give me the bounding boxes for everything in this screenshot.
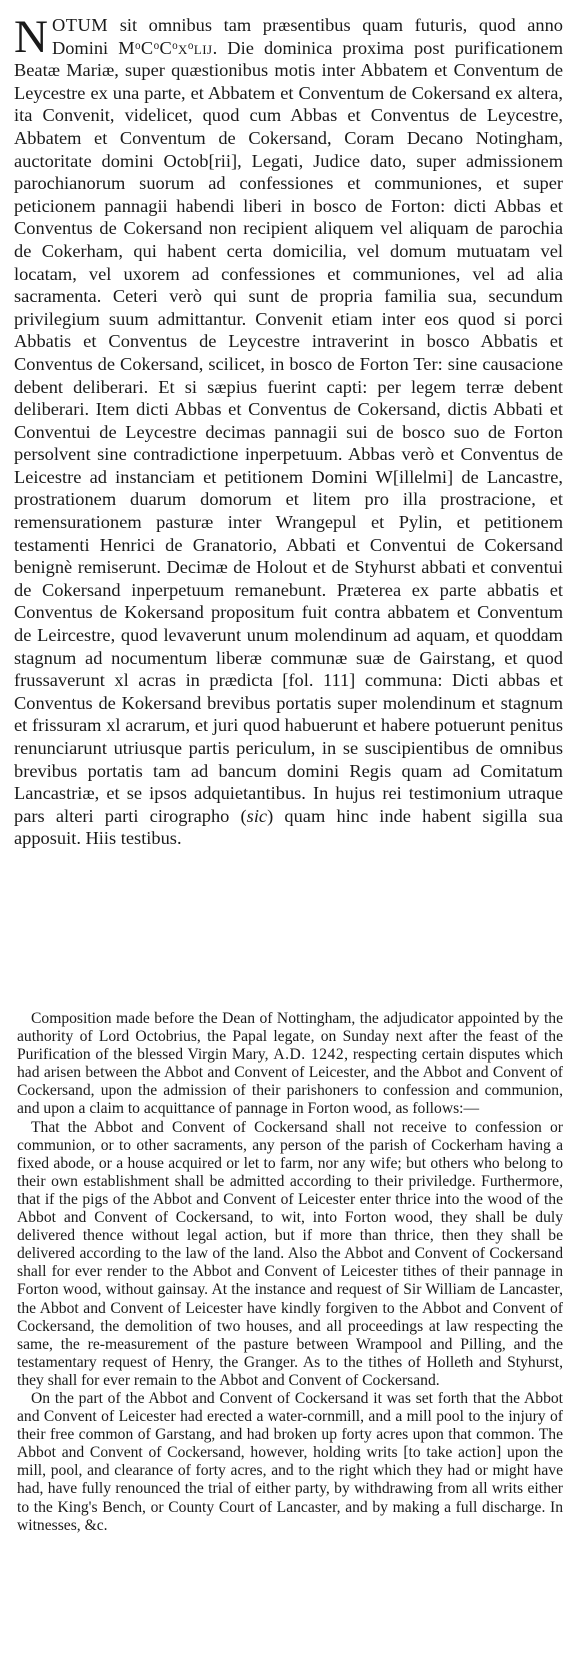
latin-text-closing: ) quam hinc inde habent sigilla sua apposuit. Hiis testibus. bbox=[14, 805, 564, 849]
english-translation bbox=[17, 1010, 563, 1535]
translation-date: A.D. 1242 bbox=[273, 1046, 345, 1064]
translation-intro: Composition made before the Dean of Nottingham, the adjudicator appointed by the authority of Lord Octobrius, the Papal legate, on Sunday next after the feast of the Purification of the blessed Virgin Mary, bbox=[17, 1010, 563, 1064]
drop-cap: N bbox=[14, 11, 48, 63]
translation-paragraph-3: On the part of the Abbot and Convent of Cockersand it was set forth that the Abbot and Convent of Leicester had erected a water-cornmill, and a mill pool to the injury of their free common of Garstang, and had broken up forty acres upon that common. The Abbot and Convent of Cockersand, however, holding writs [to take action] upon the mill, pool, and clearance of forty acres, and to the right which they had or might have had, have fully renounced the trial of either party, by withdrawing from all writs either to the King's Bench, or County Court of Lancaster, and by making a full discharge. In witnesses, &c. bbox=[17, 1389, 563, 1534]
translation-paragraph-1 bbox=[17, 1010, 563, 1119]
latin-charter-text bbox=[14, 11, 564, 850]
translation-paragraph-2: That the Abbot and Convent of Cockersand shall not receive to confession or communion, or to other sacraments, any person of the parish of Cockerham having a fixed abode, or a house acquired or let to farm, nor any wife; but others who belong to their own establishment shall be admitted according to their priviledge. Furthermore, that if the pigs of the Abbot and Convent of Leicester enter thrice into the wood of the Abbot and Convent of Cockersand, to wit, into Forton wood, they shall be duly delivered thence without legal action, but if more than thrice, then they shall be delivered according to the law of the land. Also the Abbot and Convent of Cockersand shall for ever render to the Abbot and Convent of Leicester tithes of their pannage in Forton wood, without gainsay. At the instance and request of Sir William de Lancaster, the Abbot and Convent of Leicester have kindly forgiven to the Abbot and Convent of Cockersand, the demolition of two houses, and all proceedings at law respecting the same, the re-measurement of the pasture between Wrampool and Pilling, and the testamentary request of Henry, the Granger. As to the tithes of Holleth and Styhurst, they shall for ever remain to the Abbot and Convent of Cockersand. bbox=[17, 1118, 563, 1389]
latin-date: MᵒCᵒCᵒxᵒlij bbox=[118, 37, 213, 58]
opening-word: OTUM bbox=[51, 15, 109, 35]
latin-text-intro: sit omnibus tam præsentibus quam futuris, quod anno Domini bbox=[51, 15, 563, 58]
latin-text-body: . Die dominica proxima post purificationem Beatæ Mariæ, super quæstionibus motis inter Abbatem et Conventum de Leycestre ex una parte, et Abbatem et Conventum de Cokersand ex altera, ita Convenit, videlicet, quod cum Abbas et Conventus de Leycestre, Abbatem et Conventum de Cokersand, Coram Decano Notingham, auctoritate domini Octob[rii], Legati, Judice dato, super admissionem parochianorum suorum ad confessiones et communiones, et super peticionem pannagii habendi liberi in bosco de Forton: dicti Abbas et Conventus de Cokersand non recipient aliquem vel aliquam de parochia de Cokerham, qui habent certa domicilia, vel domum mutuatam vel locatam, vel uxorem ad confessiones et communiones, vel ad alia sacramenta. Ceteri verò qui sunt de propria familia sua, secundum privilegium suum admittantur. Convenit etiam inter eos quod si porci Abbatis et Conventus de Leycestre intraverint in bosco Abbatis et Conventus de Cokersand, scilicet, in bosco de Forton Ter: sine causacione debent deliberari. Et si sæpius fuerint capti: per legem terræ debent deliberari. Item dicti Abbas et Conventus de Cokersand, dictis Abbati et Conventui de Leycestre decimas pannagii sui de bosco suo de Forton persolvent sine contradictione inperpetuum. Abbas verò et Conventus de Leicestre ad instanciam et petitionem Domini W[illelmi] de Lancastre, prostrationem duarum domorum et litem pro illa prostracione, et remensurationem pasturæ inter Wrangepul et Pylin, et petitionem testamenti Henrici de Granatorio, Abbati et Conventui de Cokersand benignè remiserunt. Decimæ de Holout et de Styhurst abbati et conventui de Cokersand inperpetuum remanebunt. Præterea ex parte abbatis et Conventus de Kokersand propositum fuit contra abbatem et Conventum de Leircestre, quod levaverunt unum molendinum ad aquam, et quoddam stagnum ad nocumentum liberæ communæ suæ de Gairstang, et quod frussaverunt xl acras in prædicta [fol. 111] communa: Dicti abbas et Conventus de Kokersand brevibus portatis super molendinum et stagnum et frissuram xl acrarum, et juri quod habuerunt et habere potuerunt penitus renunciarunt utriusque partis periculum, in se suscipientibus de omnibus brevibus portatis tam ad bancum domini Regis quam ad Comitatum Lancastriæ, et se ipsos adquietantibus. In hujus rei testimonium utraque pars alteri parti cirographo ( bbox=[14, 37, 564, 826]
sic-note: sic bbox=[246, 805, 268, 826]
translation-intro-rest: , respecting certain disputes which had arisen between the Abbot and Convent of Leicester, and the Abbot and Convent of Cockersand, upon the admission of their parishoners to confession and communion, and upon a claim to acquittance of pannage in Forton wood, as follows:— bbox=[17, 1046, 564, 1118]
